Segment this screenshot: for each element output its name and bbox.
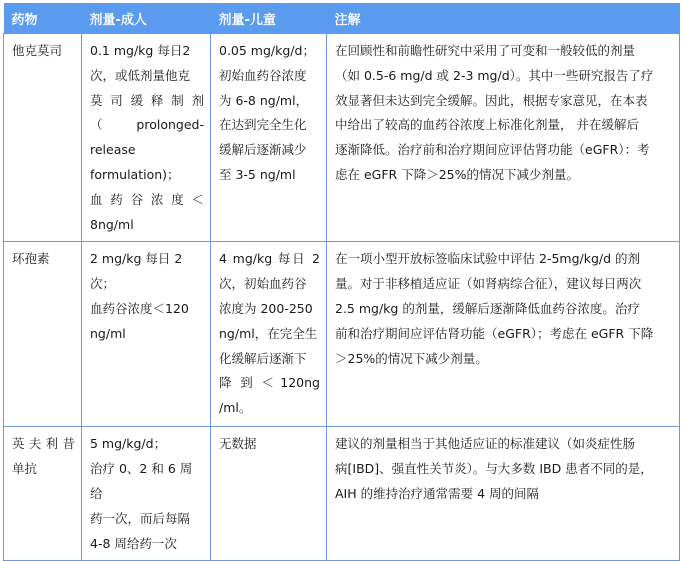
text-line: 次，或低剂量他克 bbox=[90, 67, 191, 83]
text-line: 浓度为 200-250 bbox=[219, 300, 313, 316]
text-line: （如 0.5-6 mg/d 或 2-3 mg/d）。其中一些研究报告了疗 bbox=[335, 67, 654, 83]
dosage-table bbox=[3, 3, 680, 561]
cell-drug bbox=[4, 427, 82, 561]
drug-name-line: 单抗 bbox=[12, 461, 38, 477]
text-line: 化缓解后逐渐下 bbox=[219, 350, 307, 366]
text-line: 2.5 mg/kg 的剂量，缓解后逐渐降低血药谷浓度。治疗 bbox=[335, 300, 640, 316]
table-header bbox=[4, 3, 680, 34]
text-line: 4-8 周给药一次 bbox=[90, 535, 177, 551]
text-line: 8ng/ml bbox=[90, 216, 134, 232]
text-line: 前和治疗期间应评估肾功能（eGFR）；考虑在 eGFR 下降 bbox=[335, 325, 654, 341]
text-line: ＞25%的情况下减少剂量。 bbox=[335, 350, 488, 366]
text-line: 建议的剂量相当于其他适应证的标准建议（如炎症性肠 bbox=[335, 436, 636, 452]
cell-dose-adult bbox=[82, 242, 211, 427]
table-row bbox=[4, 242, 680, 427]
text-line: 无数据 bbox=[219, 436, 257, 452]
text-line: /ml。 bbox=[219, 400, 252, 416]
text-line: 4 mg/kg 每日 2 bbox=[219, 251, 320, 267]
text-line: 血药谷浓度＜ bbox=[90, 191, 204, 207]
cell-drug bbox=[4, 34, 82, 242]
text-line: ng/ml bbox=[90, 325, 126, 341]
drug-name-line: 英夫利昔 bbox=[12, 436, 75, 452]
cell-notes bbox=[327, 427, 680, 561]
text-line: 量。对于非移植适应证（如肾病综合征），建议每日两次 bbox=[335, 276, 642, 292]
cell-dose-child bbox=[211, 242, 327, 427]
cell-notes bbox=[327, 242, 680, 427]
header-drug: 药物 bbox=[4, 3, 82, 34]
drug-name: 环孢素 bbox=[12, 251, 50, 267]
text-line: 0.1 mg/kg 每日2 bbox=[90, 43, 191, 58]
text-line: 虑在 eGFR 下降＞25%的情况下减少剂量。 bbox=[335, 166, 579, 182]
text-line: 降 到 ＜ 120ng bbox=[219, 375, 320, 391]
text-line: 在一项小型开放标签临床试验中评估 2-5mg/kg/d 的剂 bbox=[335, 251, 641, 267]
cell-dose-adult bbox=[82, 34, 211, 242]
text-line: 效显著但未达到完全缓解。因此，根据专家意见，在本表 bbox=[335, 92, 648, 108]
text-line: AIH 的维持治疗通常需要 4 周的间隔 bbox=[335, 485, 540, 501]
text-line: 2 mg/kg 每日 2 次； bbox=[90, 251, 183, 292]
text-line: 在达到完全生化 bbox=[219, 117, 307, 133]
cell-dose-adult bbox=[82, 427, 211, 561]
text-line: 中给出了较高的血药谷浓度上标准化剂量， 并在缓解后 bbox=[335, 117, 639, 133]
cell-notes bbox=[327, 34, 680, 242]
text-line: （ prolonged- bbox=[90, 117, 204, 133]
text-line: 为 6-8 ng/ml， bbox=[219, 92, 309, 108]
text-line: 病[IBD]、强直性关节炎）。与大多数 IBD 患者不同的是， bbox=[335, 461, 653, 477]
text-line: 次，初始血药谷 bbox=[219, 276, 307, 292]
text-line: 在回顾性和前瞻性研究中采用了可变和一般较低的剂量 bbox=[335, 43, 636, 58]
cell-dose-child bbox=[211, 427, 327, 561]
text-line: 逐渐降低。治疗前和治疗期间应评估肾功能（eGFR）：考 bbox=[335, 142, 650, 158]
table-row bbox=[4, 427, 680, 561]
header-notes: 注解 bbox=[327, 3, 680, 34]
text-line: 至 3-5 ng/ml bbox=[219, 166, 296, 182]
header-dose-adult: 剂量-成人 bbox=[82, 3, 211, 34]
text-line: 缓解后逐渐减少 bbox=[219, 142, 307, 158]
text-line: 血药谷浓度＜120 bbox=[90, 300, 189, 316]
header-dose-child: 剂量-儿童 bbox=[211, 3, 327, 34]
cell-dose-child bbox=[211, 34, 327, 242]
text-line: 5 mg/kg/d； bbox=[90, 436, 167, 452]
table-row bbox=[4, 34, 680, 242]
text-line: 初始血药谷浓度 bbox=[219, 67, 307, 83]
text-line: 莫司缓释制剂 bbox=[90, 92, 204, 108]
cell-drug bbox=[4, 242, 82, 427]
text-line: formulation)； bbox=[90, 166, 180, 182]
text-line: 0.05 mg/kg/d； bbox=[219, 43, 315, 58]
text-line: release bbox=[90, 142, 136, 158]
text-line: ng/ml，在完全生 bbox=[219, 325, 318, 341]
drug-name: 他克莫司 bbox=[12, 43, 63, 58]
text-line: 药一次，而后每隔 bbox=[90, 510, 191, 526]
text-line: 治疗 0、2 和 6 周给 bbox=[90, 461, 193, 501]
